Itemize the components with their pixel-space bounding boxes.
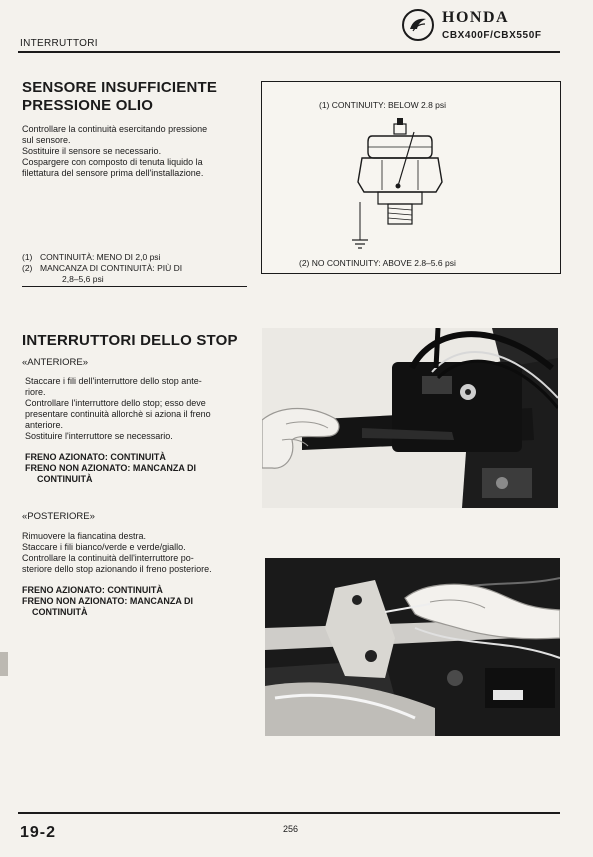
instruction-line: Sostituire l'interruttore se necessario. xyxy=(25,431,173,441)
pressure-sensor-drawing xyxy=(342,112,462,252)
diagram-label-continuity: (1) CONTINUITY: BELOW 2.8 psi xyxy=(319,100,447,110)
instruction-line: Sostituire il sensore se necessario. xyxy=(22,146,162,156)
legend-item xyxy=(22,263,252,274)
oil-sensor-title-line-2: PRESSIONE OLIO xyxy=(22,97,154,114)
result-line: FRENO AZIONATO: CONTINUITÀ xyxy=(25,452,166,462)
section-page-label: 19-2 xyxy=(20,824,57,841)
front-results xyxy=(25,452,250,485)
instruction-line: Cospargere con composto di tenuta liquido la xyxy=(22,157,203,167)
instruction-line: Staccare i fili dell'interruttore dello stop ante- xyxy=(25,376,202,386)
oil-sensor-instructions xyxy=(22,124,250,179)
instruction-line: filettatura del sensore prima dell'installazione. xyxy=(22,168,204,178)
legend-item: 2,8–5,6 psi xyxy=(62,274,104,284)
brand-name: HONDA xyxy=(442,9,510,26)
instruction-line: steriore dello stop azionando il freno posteriore. xyxy=(22,564,212,574)
result-line: FRENO NON AZIONATO: MANCANZA DI xyxy=(22,596,193,606)
rear-instructions xyxy=(22,531,250,575)
footer-rule xyxy=(18,812,560,814)
instruction-line: Controllare l'interruttore dello stop; esso deve xyxy=(25,398,206,408)
honda-wing-logo-icon xyxy=(402,9,434,41)
instruction-line: anteriore. xyxy=(25,420,64,430)
rear-brake-switch-photo xyxy=(265,558,560,736)
stop-switches-title: INTERRUTTORI DELLO STOP xyxy=(22,332,238,349)
result-line: CONTINUITÀ xyxy=(37,474,93,484)
legend-rule xyxy=(22,286,247,287)
rear-results xyxy=(22,585,250,618)
legend-number: (1) xyxy=(22,252,33,262)
result-line: CONTINUITÀ xyxy=(32,607,88,617)
front-brake-switch-photo xyxy=(262,328,558,508)
legend-text: CONTINUITÀ: MENO DI 2,0 psi xyxy=(40,252,161,262)
legend-item xyxy=(22,252,252,263)
legend-number: (2) xyxy=(22,263,33,273)
oil-sensor-title-line-1: SENSORE INSUFFICIENTE xyxy=(22,79,218,96)
instruction-line: sul sensore. xyxy=(22,135,71,145)
result-line: FRENO NON AZIONATO: MANCANZA DI xyxy=(25,463,196,473)
section-header: INTERRUTTORI xyxy=(20,38,98,49)
instruction-line: presentare continuità allorchè si aziona il freno xyxy=(25,409,211,419)
diagram-label-no-continuity: (2) NO CONTINUITY: ABOVE 2.8–5.6 psi xyxy=(299,258,456,268)
front-subtitle: «ANTERIORE» xyxy=(22,357,88,368)
instruction-line: Staccare i fili bianco/verde e verde/giallo. xyxy=(22,542,186,552)
legend-text: MANCANZA DI CONTINUITÀ: PIÙ DI xyxy=(40,263,183,273)
edge-tab-mark xyxy=(0,652,8,676)
oil-sensor-legend xyxy=(22,252,252,285)
instruction-line: Controllare la continuità esercitando pressione xyxy=(22,124,208,134)
oil-sensor-diagram xyxy=(261,81,561,274)
rear-subtitle: «POSTERIORE» xyxy=(22,511,95,522)
instruction-line: Controllare la continuità dell'interruttore po- xyxy=(22,553,194,563)
instruction-line: riore. xyxy=(25,387,46,397)
header-rule xyxy=(18,51,560,53)
page-number: 256 xyxy=(283,824,299,834)
model-name: CBX400F/CBX550F xyxy=(442,30,542,41)
instruction-line: Rimuovere la fiancatina destra. xyxy=(22,531,147,541)
result-line: FRENO AZIONATO: CONTINUITÀ xyxy=(22,585,163,595)
front-instructions xyxy=(25,376,250,442)
oil-sensor-title xyxy=(22,79,217,115)
